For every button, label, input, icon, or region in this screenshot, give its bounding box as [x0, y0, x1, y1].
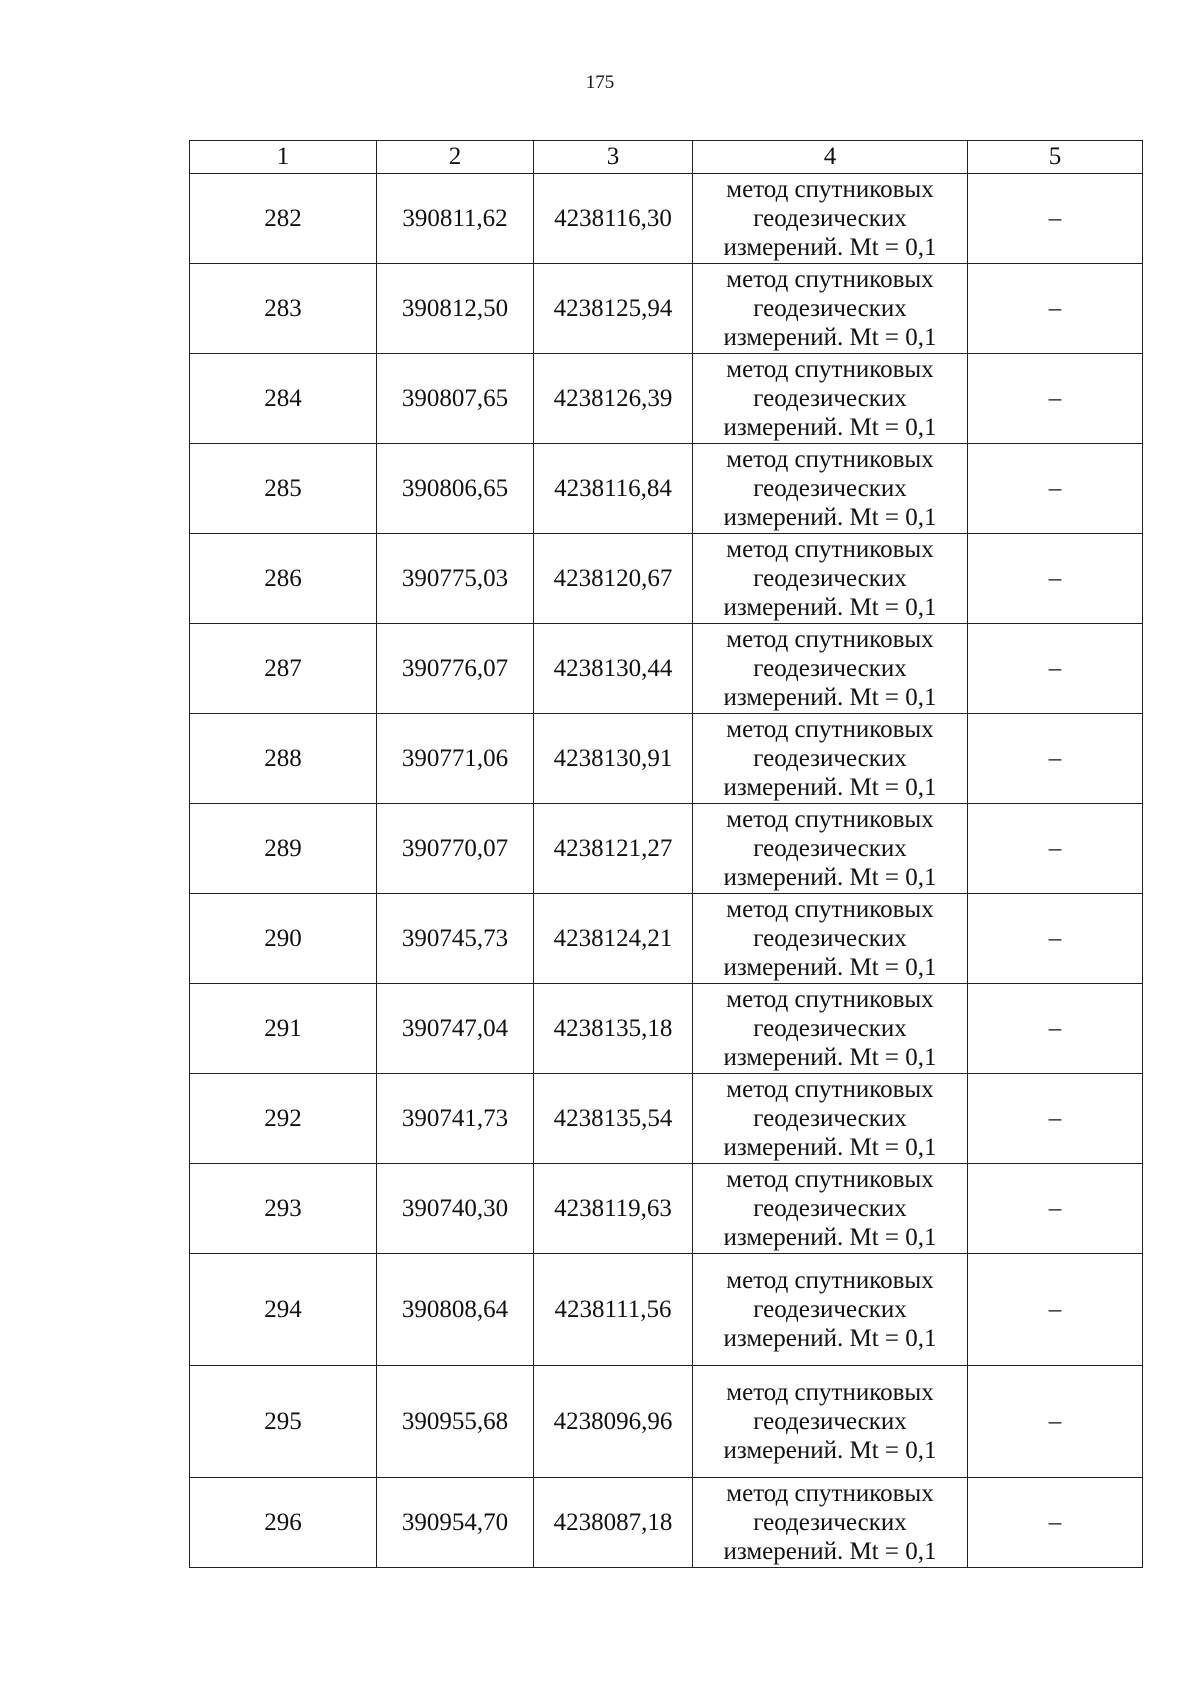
table-row: [190, 714, 1143, 804]
x-coordinate-cell: 390808,64: [377, 1254, 534, 1366]
table-body: [190, 174, 1143, 1568]
x-coordinate-cell: 390770,07: [377, 804, 534, 894]
note-cell: –: [968, 624, 1143, 714]
method-cell: [693, 1478, 968, 1568]
method-cell: [693, 894, 968, 984]
point-number-cell: 282: [190, 174, 377, 264]
method-line: геодезических: [753, 205, 907, 232]
method-line: измерений. Mt = 0,1: [723, 1325, 937, 1352]
method-line: геодезических: [753, 1105, 907, 1132]
method-line: измерений. Mt = 0,1: [723, 684, 937, 711]
method-line: метод спутниковых: [726, 1480, 934, 1507]
point-number-cell: 295: [190, 1366, 377, 1478]
y-coordinate-cell: 4238119,63: [534, 1164, 693, 1254]
point-number-cell: 291: [190, 984, 377, 1074]
point-number-cell: 287: [190, 624, 377, 714]
note-cell: –: [968, 804, 1143, 894]
note-cell: –: [968, 894, 1143, 984]
note-cell: –: [968, 1478, 1143, 1568]
method-cell: [693, 1254, 968, 1366]
y-coordinate-cell: 4238087,18: [534, 1478, 693, 1568]
method-line: геодезических: [753, 475, 907, 502]
x-coordinate-cell: 390811,62: [377, 174, 534, 264]
y-coordinate-cell: 4238130,44: [534, 624, 693, 714]
header-col-1: 1: [190, 141, 377, 174]
point-number-cell: 288: [190, 714, 377, 804]
x-coordinate-cell: 390771,06: [377, 714, 534, 804]
y-coordinate-cell: 4238135,18: [534, 984, 693, 1074]
point-number-cell: 284: [190, 354, 377, 444]
y-coordinate-cell: 4238130,91: [534, 714, 693, 804]
method-cell: [693, 1074, 968, 1164]
method-cell: [693, 264, 968, 354]
method-line: метод спутниковых: [726, 1166, 934, 1193]
method-line: геодезических: [753, 385, 907, 412]
method-cell: [693, 1366, 968, 1478]
method-line: геодезических: [753, 835, 907, 862]
header-col-3: 3: [534, 141, 693, 174]
table-row: [190, 444, 1143, 534]
method-line: метод спутниковых: [726, 356, 934, 383]
header-col-4: 4: [693, 141, 968, 174]
x-coordinate-cell: 390775,03: [377, 534, 534, 624]
method-line: геодезических: [753, 1195, 907, 1222]
method-line: метод спутниковых: [726, 716, 934, 743]
method-cell: [693, 984, 968, 1074]
header-row: [190, 141, 1143, 174]
method-line: геодезических: [753, 925, 907, 952]
point-number-cell: 294: [190, 1254, 377, 1366]
point-number-cell: 296: [190, 1478, 377, 1568]
y-coordinate-cell: 4238096,96: [534, 1366, 693, 1478]
x-coordinate-cell: 390954,70: [377, 1478, 534, 1568]
method-line: измерений. Mt = 0,1: [723, 1437, 937, 1464]
table-row: [190, 174, 1143, 264]
y-coordinate-cell: 4238135,54: [534, 1074, 693, 1164]
point-number-cell: 285: [190, 444, 377, 534]
method-line: метод спутниковых: [726, 1267, 934, 1294]
method-line: геодезических: [753, 1015, 907, 1042]
page-number: 175: [585, 72, 615, 93]
coordinates-table: [189, 140, 1143, 1568]
method-cell: [693, 714, 968, 804]
header-col-5: 5: [968, 141, 1143, 174]
x-coordinate-cell: 390955,68: [377, 1366, 534, 1478]
note-cell: –: [968, 1074, 1143, 1164]
method-line: измерений. Mt = 0,1: [723, 864, 937, 891]
y-coordinate-cell: 4238111,56: [534, 1254, 693, 1366]
note-cell: –: [968, 354, 1143, 444]
method-line: геодезических: [753, 655, 907, 682]
method-line: измерений. Mt = 0,1: [723, 774, 937, 801]
method-line: метод спутниковых: [726, 266, 934, 293]
table-row: [190, 1164, 1143, 1254]
method-line: метод спутниковых: [726, 446, 934, 473]
x-coordinate-cell: 390741,73: [377, 1074, 534, 1164]
point-number-cell: 289: [190, 804, 377, 894]
method-cell: [693, 534, 968, 624]
header-col-2: 2: [377, 141, 534, 174]
method-cell: [693, 444, 968, 534]
note-cell: –: [968, 444, 1143, 534]
table-row: [190, 984, 1143, 1074]
y-coordinate-cell: 4238126,39: [534, 354, 693, 444]
method-cell: [693, 354, 968, 444]
method-line: геодезических: [753, 1509, 907, 1536]
y-coordinate-cell: 4238124,21: [534, 894, 693, 984]
method-cell: [693, 174, 968, 264]
method-line: измерений. Mt = 0,1: [723, 234, 937, 261]
table-row: [190, 804, 1143, 894]
method-line: метод спутниковых: [726, 176, 934, 203]
y-coordinate-cell: 4238121,27: [534, 804, 693, 894]
table-header: [190, 141, 1143, 174]
method-line: метод спутниковых: [726, 626, 934, 653]
x-coordinate-cell: 390740,30: [377, 1164, 534, 1254]
note-cell: –: [968, 534, 1143, 624]
point-number-cell: 292: [190, 1074, 377, 1164]
note-cell: –: [968, 1164, 1143, 1254]
method-line: метод спутниковых: [726, 896, 934, 923]
method-cell: [693, 1164, 968, 1254]
note-cell: –: [968, 174, 1143, 264]
method-line: метод спутниковых: [726, 986, 934, 1013]
note-cell: –: [968, 714, 1143, 804]
table-row: [190, 1074, 1143, 1164]
x-coordinate-cell: 390807,65: [377, 354, 534, 444]
method-cell: [693, 624, 968, 714]
method-line: измерений. Mt = 0,1: [723, 1538, 937, 1565]
table-row: [190, 1478, 1143, 1568]
method-line: измерений. Mt = 0,1: [723, 594, 937, 621]
table-row: [190, 534, 1143, 624]
point-number-cell: 283: [190, 264, 377, 354]
method-line: метод спутниковых: [726, 536, 934, 563]
table-row: [190, 624, 1143, 714]
point-number-cell: 293: [190, 1164, 377, 1254]
y-coordinate-cell: 4238125,94: [534, 264, 693, 354]
method-line: геодезических: [753, 295, 907, 322]
note-cell: –: [968, 984, 1143, 1074]
method-line: измерений. Mt = 0,1: [723, 324, 937, 351]
method-line: измерений. Mt = 0,1: [723, 1134, 937, 1161]
method-line: геодезических: [753, 745, 907, 772]
method-line: метод спутниковых: [726, 1076, 934, 1103]
point-number-cell: 286: [190, 534, 377, 624]
x-coordinate-cell: 390806,65: [377, 444, 534, 534]
table-row: [190, 354, 1143, 444]
y-coordinate-cell: 4238116,30: [534, 174, 693, 264]
method-cell: [693, 804, 968, 894]
point-number-cell: 290: [190, 894, 377, 984]
note-cell: –: [968, 1254, 1143, 1366]
method-line: геодезических: [753, 1296, 907, 1323]
table-row: [190, 1366, 1143, 1478]
table-row: [190, 1254, 1143, 1366]
y-coordinate-cell: 4238120,67: [534, 534, 693, 624]
table-row: [190, 264, 1143, 354]
method-line: измерений. Mt = 0,1: [723, 414, 937, 441]
x-coordinate-cell: 390745,73: [377, 894, 534, 984]
method-line: измерений. Mt = 0,1: [723, 504, 937, 531]
table-row: [190, 894, 1143, 984]
y-coordinate-cell: 4238116,84: [534, 444, 693, 534]
method-line: измерений. Mt = 0,1: [723, 1224, 937, 1251]
method-line: метод спутниковых: [726, 1379, 934, 1406]
x-coordinate-cell: 390747,04: [377, 984, 534, 1074]
x-coordinate-cell: 390776,07: [377, 624, 534, 714]
note-cell: –: [968, 264, 1143, 354]
x-coordinate-cell: 390812,50: [377, 264, 534, 354]
method-line: геодезических: [753, 565, 907, 592]
method-line: метод спутниковых: [726, 806, 934, 833]
note-cell: –: [968, 1366, 1143, 1478]
method-line: измерений. Mt = 0,1: [723, 954, 937, 981]
method-line: измерений. Mt = 0,1: [723, 1044, 937, 1071]
method-line: геодезических: [753, 1408, 907, 1435]
